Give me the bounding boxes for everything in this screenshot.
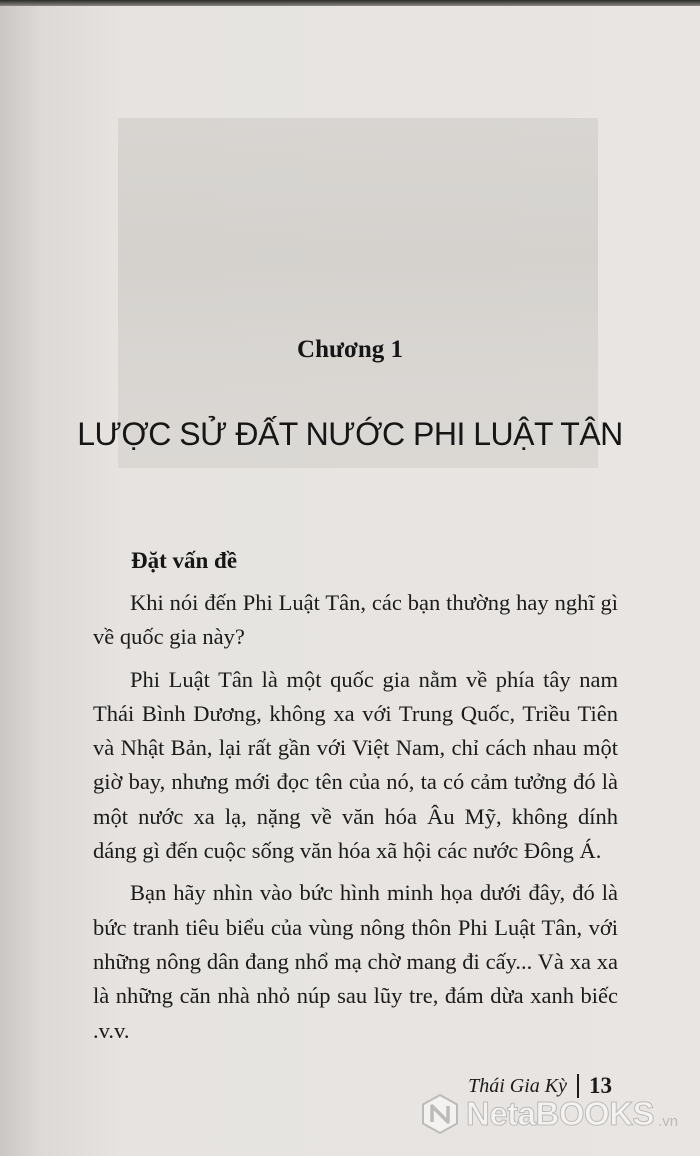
paragraph: Khi nói đến Phi Luật Tân, các bạn thường hay nghĩ gì về quốc gia này? bbox=[93, 590, 618, 650]
footer-author: Thái Gia Kỳ bbox=[468, 1074, 567, 1097]
chapter-title: LƯỢC SỬ ĐẤT NƯỚC PHI LUẬT TÂN bbox=[77, 416, 623, 452]
paragraph: Phi Luật Tân là một quốc gia nằm về phía tây nam Thái Bình Dương, không xa với Trung Quốc, Triều Tiên và Nhật Bản, lại rất gần với Việt Nam, chỉ cách nhau một giờ bay, nhưng mới đọc tên của nó, ta có cảm tưởng đó là một nước xa lạ, nặng về văn hóa Âu Mỹ, không dính dáng gì đến cuộc sống văn hóa xã hội các nước Đông Á. bbox=[93, 666, 618, 864]
chapter-label: Chương 1 bbox=[297, 336, 403, 363]
section-heading: Đặt vấn đề bbox=[131, 548, 238, 573]
page-number: 13 bbox=[589, 1073, 612, 1098]
paragraph: Bạn hãy nhìn vào bức hình minh họa dưới đây, đó là bức tranh tiêu biểu của vùng nông thôn Phi Luật Tân, với những nông dân đang nhổ mạ chờ mang đi cấy... Và xa xa là những căn nhà nhỏ núp sau lũy tre, đám dừa xanh biếc .v.v. bbox=[93, 880, 618, 1043]
netabooks-logo-icon bbox=[418, 1092, 462, 1136]
watermark-brand: NetaBOOKS bbox=[466, 1095, 655, 1132]
watermark bbox=[418, 1092, 678, 1136]
body-text bbox=[93, 586, 618, 1056]
watermark-domain: .vn bbox=[658, 1113, 679, 1130]
